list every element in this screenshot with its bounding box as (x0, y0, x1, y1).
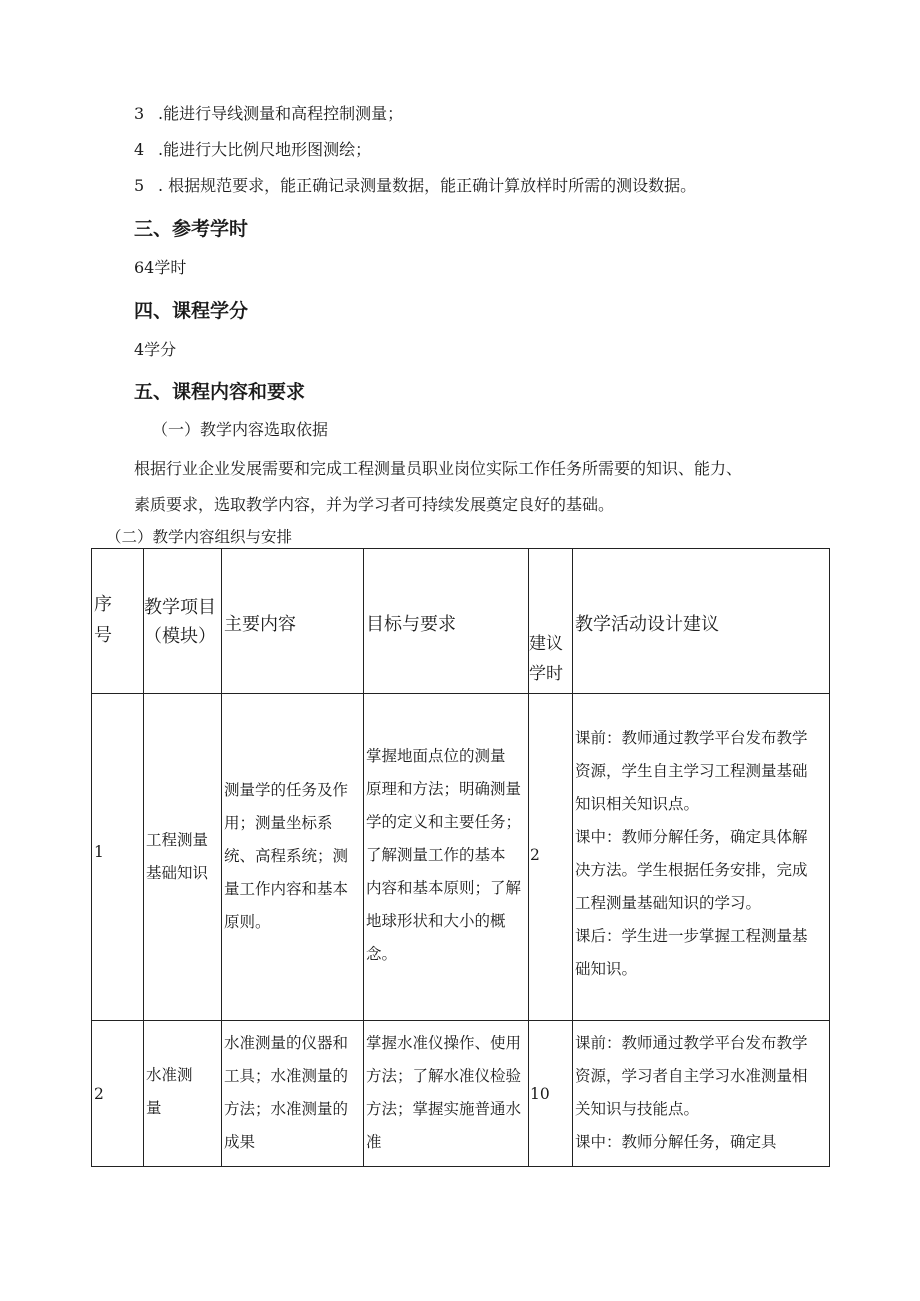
list-item: 4 .能进行大比例尺地形图测绘； (134, 140, 372, 159)
section-heading-content: 五、课程内容和要求 (134, 381, 306, 403)
paragraph-line: 素质要求，选取教学内容，并为学习者可持续发展奠定良好的基础。 (134, 495, 615, 514)
row-activity: 课前：教师通过教学平台发布教学 资源，学生自主学习工程测量基础 知识相关知识点。 课中：教师分解任务，确定具体解 决方法。学生根据任务安排，完成 工程测量基础知识的学习。 课后：学生进一步掌握工程测量基 础知识。 (573, 694, 830, 1021)
row-content: 测量学的任务及作 用；测量坐标系 统、高程系统；测 量工作内容和基本 原则。 (222, 694, 364, 1021)
list-item: 5 . 根据规范要求，能正确记录测量数据，能正确计算放样时所需的测设数据。 (134, 176, 697, 195)
subsection-title-arrangement: （二）教学内容组织与安排 (106, 528, 293, 546)
row-activity: 课前：教师通过教学平台发布教学 资源，学习者自主学习水准测量相 关知识与技能点。 课中：教师分解任务，确定具 (573, 1021, 830, 1167)
header-goals: 目标与要求 (364, 549, 529, 694)
row-goals: 掌握水准仪操作、使用 方法；了解水准仪检验 方法；掌握实施普通水 准 (364, 1021, 529, 1167)
list-item: 3 .能进行导线测量和高程控制测量； (134, 104, 404, 123)
table-row (92, 694, 830, 1021)
subsection-title-basis: （一）教学内容选取依据 (152, 420, 329, 439)
table-row (92, 1021, 830, 1167)
section-heading-hours: 三、参考学时 (134, 218, 249, 240)
section-heading-credits: 四、课程学分 (134, 300, 249, 322)
header-hours: 建议 学时 (529, 549, 573, 694)
row-hours: 2 (529, 694, 573, 1021)
row-project: 工程测量 基础知识 (144, 694, 222, 1021)
row-project: 水准测 量 (144, 1021, 222, 1167)
header-project: 教学项目 （模块） (144, 549, 222, 694)
row-seq: 2 (92, 1021, 144, 1167)
hours-value: 64学时 (134, 258, 187, 277)
row-seq: 1 (92, 694, 144, 1021)
table-header-row (92, 549, 830, 694)
credits-value: 4学分 (134, 340, 177, 359)
paragraph-line: 根据行业企业发展需要和完成工程测量员职业岗位实际工作任务所需要的知识、能力、 (134, 459, 743, 478)
row-hours: 10 (529, 1021, 573, 1167)
header-seq: 序 号 (92, 549, 144, 694)
row-content: 水准测量的仪器和 工具；水准测量的 方法；水准测量的 成果 (222, 1021, 364, 1167)
header-content: 主要内容 (222, 549, 364, 694)
course-content-table (91, 548, 830, 1167)
row-goals: 掌握地面点位的测量 原理和方法；明确测量 学的定义和主要任务； 了解测量工作的基本 内容和基本原则；了解 地球形状和大小的概 念。 (364, 694, 529, 1021)
header-activity: 教学活动设计建议 (573, 549, 830, 694)
